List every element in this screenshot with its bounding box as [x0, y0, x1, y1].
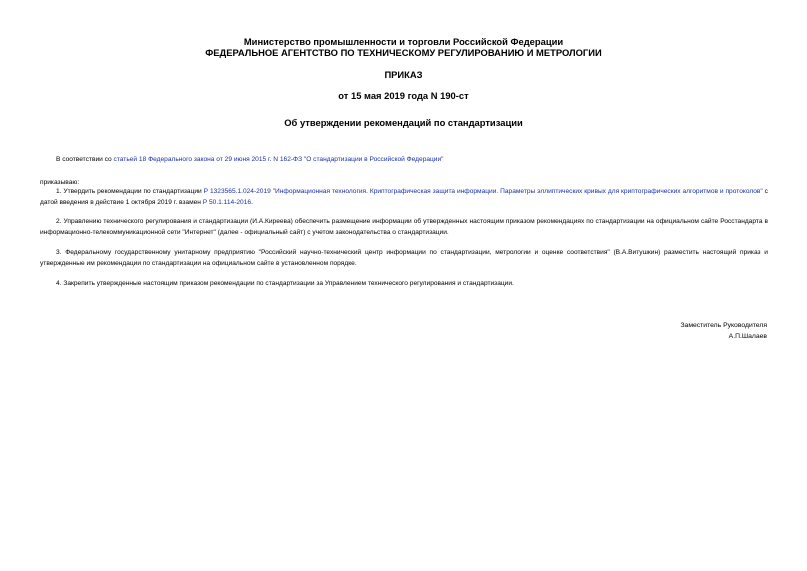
- order-item-2: 2. Управлению технического регулирования и стандартизации (И.А.Киреева) обеспечить размещение информации об утвержденных настоящим приказом рекомендациях по стандартизации на официальном сайте Росстандарта в информационно-телекоммуникационной сети "Интернет" (далее - официальный сайт) с учетом законодательства о стандартизации.: [40, 218, 768, 236]
- recommendation-link[interactable]: Р 1323565.1.024-2019 "Информационная технология. Криптографическая защита информации. Параметры эллиптических кривых для криптографических алгоритмов и протоколов": [203, 188, 763, 195]
- signatory-name: А.П.Шалаев: [728, 333, 767, 340]
- document-date-number: от 15 мая 2019 года N 190-ст: [338, 90, 469, 101]
- order-item-1: [40, 187, 768, 208]
- agency-name: ФЕДЕРАЛЬНОЕ АГЕНТСТВО ПО ТЕХНИЧЕСКОМУ РЕГУЛИРОВАНИЮ И МЕТРОЛОГИИ: [205, 47, 602, 58]
- signatory-title: Заместитель Руководителя: [680, 322, 767, 329]
- item1-prefix: 1. Утвердить рекомендации по стандартизации: [56, 188, 204, 195]
- document-type: ПРИКАЗ: [384, 69, 423, 80]
- ministry-name: Министерство промышленности и торговли Российской Федерации: [243, 36, 564, 47]
- intro-prefix: В соответствии со: [56, 156, 114, 163]
- item1-middle: с датой введения в действие 1 октября 2019 г. взамен: [40, 188, 768, 206]
- item1-suffix: .: [251, 198, 253, 206]
- document-subject: Об утверждении рекомендаций по стандартизации: [284, 117, 523, 128]
- intro-paragraph: [40, 155, 768, 166]
- order-item-4: 4. Закрепить утвержденные настоящим приказом рекомендации по стандартизации за Управлением технического регулирования и стандартизации.: [56, 280, 514, 287]
- order-word: приказываю:: [40, 179, 80, 186]
- law-article-link[interactable]: статьей 18 Федерального закона от 29 июня 2015 г. N 162-ФЗ "О стандартизации в Российской Федерации": [113, 156, 444, 163]
- replaced-recommendation-link[interactable]: Р 50.1.114-2016: [202, 198, 252, 206]
- order-item-3: 3. Федеральному государственному унитарному предприятию "Российский научно-технический центр информации по стандартизации, метрологии и оценке соответствия" (В.А.Витушкин) разместить настоящий приказ и утвержденные им рекомендации по стандартизации на официальном сайте в установленном порядке.: [40, 249, 768, 267]
